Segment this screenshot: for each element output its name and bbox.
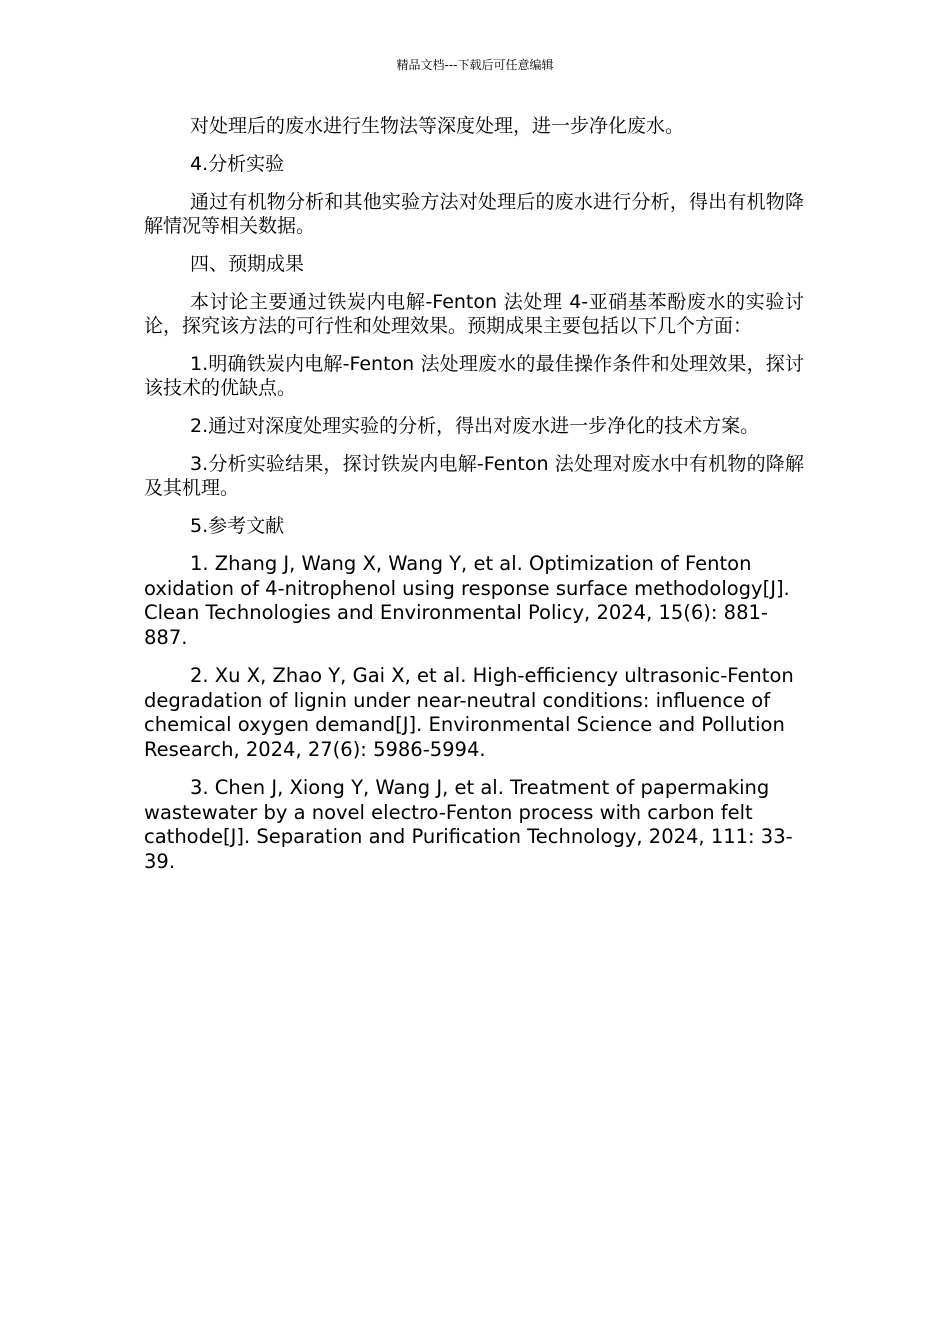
section-heading-references: 5.参考文献	[190, 515, 285, 537]
page-header: 精品文档---下载后可任意编辑	[396, 58, 554, 72]
section-heading-expected-results: 四、预期成果	[190, 253, 305, 275]
reference-2: 2. Xu X, Zhao Y, Gai X, et al. High-efficiency ultrasonic-Fenton degradation of lignin under near-neutral conditions: influence of chemical oxygen demand[J]. Environmental Science and Pollution Research, 2024, 27(6): 5986-5994.	[144, 664, 794, 761]
expected-item-2: 2.通过对深度处理实验的分析，得出对废水进一步净化的技术方案。	[190, 415, 760, 437]
reference-3: 3. Chen J, Xiong Y, Wang J, et al. Treatment of papermaking wastewater by a novel electro-Fenton process with carbon felt cathode[J]. Separation and Purification Technology, 2024, 111: 33-39.	[144, 776, 793, 873]
expected-item-1: 1.明确铁炭内电解-Fenton 法处理废水的最佳操作条件和处理效果，探讨该技术的优缺点。	[144, 353, 804, 399]
paragraph-deep-treatment: 对处理后的废水进行生物法等深度处理，进一步净化废水。	[190, 115, 685, 137]
document-body	[144, 114, 804, 888]
section-heading-analysis: 4.分析实验	[190, 153, 285, 175]
reference-1: 1. Zhang J, Wang X, Wang Y, et al. Optimization of Fenton oxidation of 4-nitrophenol using response surface methodology[J]. Clean Technologies and Environmental Policy, 2024, 15(6): 881-887.	[144, 552, 790, 649]
paragraph-analysis: 通过有机物分析和其他实验方法对处理后的废水进行分析，得出有机物降解情况等相关数据。	[144, 191, 804, 237]
expected-item-3: 3.分析实验结果，探讨铁炭内电解-Fenton 法处理对废水中有机物的降解及其机理。	[144, 453, 804, 499]
paragraph-expected-intro: 本讨论主要通过铁炭内电解-Fenton 法处理 4-亚硝基苯酚废水的实验讨论，探究该方法的可行性和处理效果。预期成果主要包括以下几个方面：	[144, 291, 804, 337]
